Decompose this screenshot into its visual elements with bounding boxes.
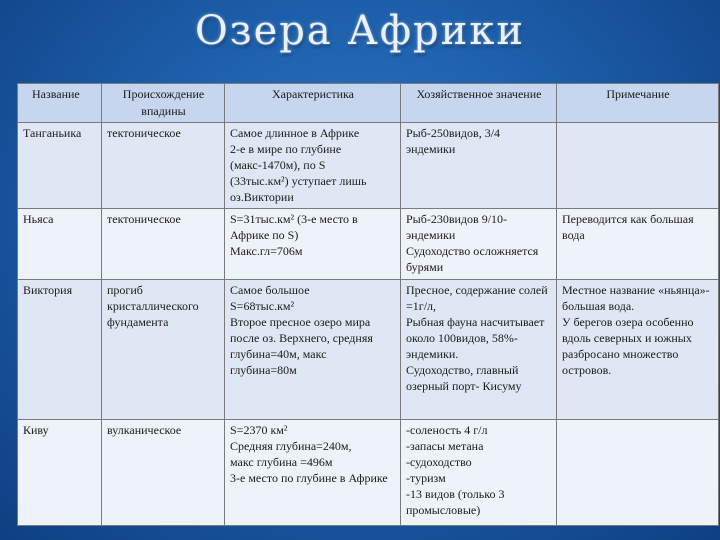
cell-name: Киву [18, 420, 102, 526]
cell-characteristics: S=2370 км² Средняя глубина=240м, макс глубина =496м 3-е место по глубине в Африке [225, 420, 401, 526]
header-characteristics: Характеристика [225, 84, 401, 123]
cell-name: Виктория [18, 280, 102, 420]
cell-characteristics: Самое большое S=68тыс.км² Второе пресное озеро мира после оз. Верхнего, средняя глубина=40м, макс глубина=80м [225, 280, 401, 420]
cell-origin: вулканическое [102, 420, 225, 526]
cell-economic: -соленость 4 г/л -запасы метана -судоходство -туризм -13 видов (только 3 промысловые) [401, 420, 557, 526]
table-row [18, 280, 719, 420]
header-origin: Происхождение впадины [102, 84, 225, 123]
cell-origin: тектоническое [102, 123, 225, 209]
cell-economic: Рыб-230видов 9/10-эндемики Судоходство осложняется бурями [401, 209, 557, 280]
table-row [18, 123, 719, 209]
cell-name: Танганьика [18, 123, 102, 209]
cell-note [557, 123, 719, 209]
cell-characteristics: S=31тыс.км² (3-е место в Африке по S) Макс.гл=706м [225, 209, 401, 280]
cell-name: Ньяса [18, 209, 102, 280]
cell-note: Местное название «ньянца»-большая вода. У берегов озера особенно вдоль северных и южных разбросано множество островов. [557, 280, 719, 420]
lakes-table [17, 83, 719, 526]
header-note: Примечание [557, 84, 719, 123]
cell-economic: Пресное, содержание солей =1г/л, Рыбная фауна насчитывает около 100видов, 58%-эндемики. Судоходство, главный озерный порт- Кисуму [401, 280, 557, 420]
cell-note [557, 420, 719, 526]
cell-characteristics: Самое длинное в Африке 2-е в мире по глубине (макс-1470м), по S (33тыс.км²) уступает лишь оз.Виктории [225, 123, 401, 209]
cell-origin: тектоническое [102, 209, 225, 280]
slide-title: Озера Африки [195, 8, 525, 54]
cell-note: Переводится как большая вода [557, 209, 719, 280]
table-header-row [18, 84, 719, 123]
header-name: Название [18, 84, 102, 123]
header-economic: Хозяйственное значение [401, 84, 557, 123]
cell-origin: прогиб кристаллического фундамента [102, 280, 225, 420]
cell-economic: Рыб-250видов, 3/4 эндемики [401, 123, 557, 209]
table-row [18, 209, 719, 280]
table-row [18, 420, 719, 526]
